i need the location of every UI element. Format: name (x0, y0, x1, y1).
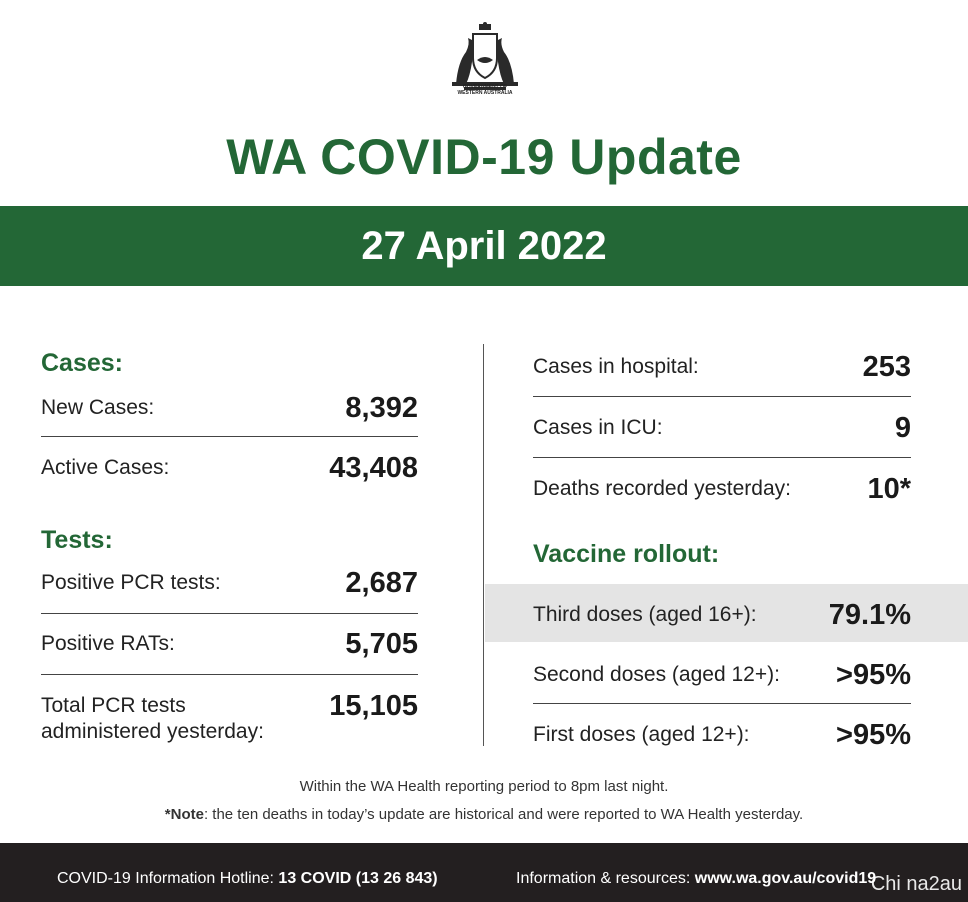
stat-row-total-pcr (41, 690, 418, 746)
cases-heading: Cases: (41, 349, 123, 377)
stat-value: >95% (836, 659, 911, 691)
stat-label: Cases in ICU: (533, 416, 663, 439)
resources-link[interactable]: www.wa.gov.au/covid19 (694, 870, 877, 887)
stat-label-line1: Total PCR tests (41, 694, 186, 717)
stat-row-new-cases (41, 392, 418, 436)
stat-label: Cases in hospital: (533, 355, 699, 378)
row-divider (533, 703, 911, 704)
hotline-info (57, 870, 438, 888)
stat-label: Second doses (aged 12+): (533, 663, 780, 686)
reporting-period-note: Within the WA Health reporting period to 8pm last night. (299, 778, 669, 795)
note-text: : the ten deaths in today’s update are historical and were reported to WA Health yesterday. (203, 806, 804, 823)
stat-row-positive-pcr (41, 567, 418, 613)
stat-row-active-cases (41, 452, 418, 496)
date-banner: 27 April 2022 (0, 206, 968, 286)
stat-label (41, 693, 264, 745)
stat-label: Deaths recorded yesterday: (533, 477, 791, 500)
stat-label: First doses (aged 12+): (533, 723, 750, 746)
stat-label: New Cases: (41, 396, 155, 419)
vaccine-heading: Vaccine rollout: (533, 540, 720, 568)
stat-value: 9 (894, 412, 911, 444)
crest-caption-line2: WESTERN AUSTRALIA (457, 90, 513, 96)
stat-row-second-doses (533, 659, 911, 704)
row-divider (41, 674, 418, 675)
stat-row-hospital (533, 351, 911, 397)
stat-row-third-doses (533, 599, 911, 643)
stat-value: 15,105 (329, 690, 418, 722)
stat-value: 253 (862, 351, 911, 383)
tests-heading: Tests: (41, 526, 113, 554)
column-divider (483, 344, 484, 746)
stat-value: 79.1% (828, 599, 911, 631)
stat-label: Active Cases: (41, 456, 170, 479)
stat-value: 2,687 (345, 567, 418, 599)
crest-caption-line1: GOVERNMENT OF (462, 84, 508, 90)
stat-value: 43,408 (329, 452, 418, 484)
hotline-label: COVID-19 Information Hotline: (57, 870, 279, 887)
page-title: WA COVID-19 Update (226, 129, 742, 185)
stat-label: Third doses (aged 16+): (533, 603, 757, 626)
note-label: *Note (164, 806, 204, 823)
row-divider (533, 396, 911, 397)
resources-label: Information & resources: (516, 870, 695, 887)
crest-caption (430, 84, 540, 96)
stat-value: >95% (836, 719, 911, 751)
row-divider (41, 436, 418, 437)
stat-label-line2: administered yesterday: (41, 720, 264, 743)
stat-row-positive-rats (41, 628, 418, 674)
stat-value: 5,705 (345, 628, 418, 660)
stat-row-deaths (533, 473, 911, 517)
resources-info (516, 870, 876, 888)
stat-label: Positive PCR tests: (41, 571, 221, 594)
stat-label: Positive RATs: (41, 632, 175, 655)
deaths-note (0, 806, 968, 823)
stat-value: 8,392 (345, 392, 418, 424)
hotline-number[interactable]: 13 COVID (13 26 843) (278, 870, 438, 887)
stat-row-icu (533, 412, 911, 458)
stat-value: 10* (867, 473, 911, 505)
row-divider (533, 457, 911, 458)
watermark: Chi na2au (870, 873, 962, 895)
stat-row-first-doses (533, 719, 911, 763)
footer-bar (0, 843, 968, 902)
row-divider (41, 613, 418, 614)
